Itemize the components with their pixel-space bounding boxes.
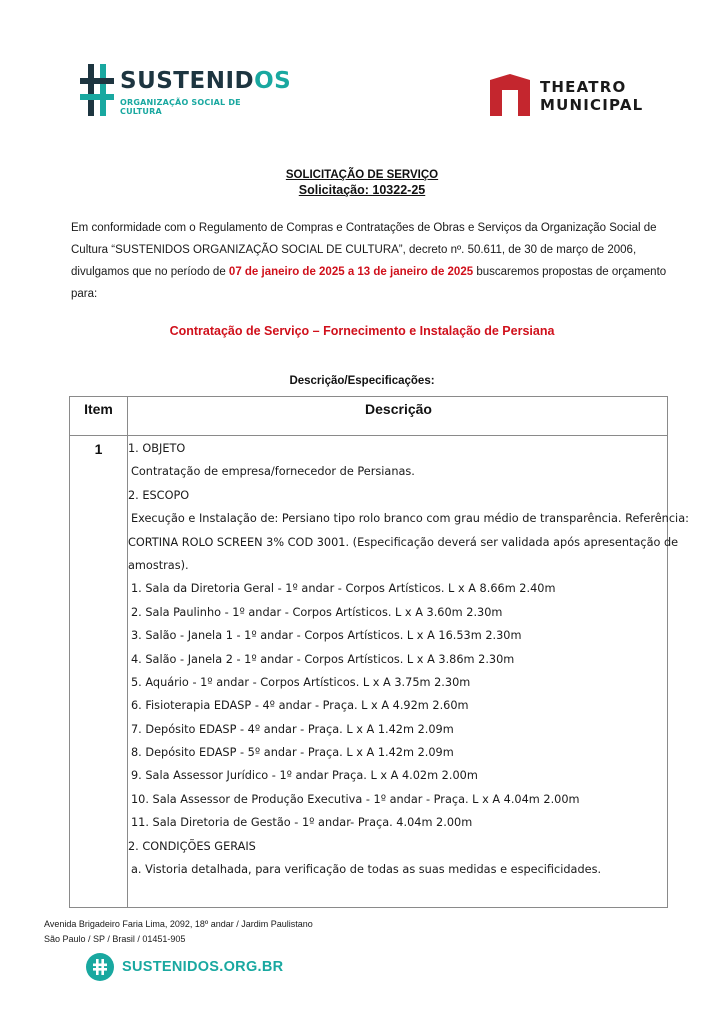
- table-header-description: Descrição: [365, 401, 432, 417]
- service-title: Contratação de Serviço – Fornecimento e Instalação de Persiana: [169, 324, 555, 338]
- description-line: 3. Salão - Janela 1 - 1º andar - Corpos Artísticos. L x A 16.53m 2.30m: [131, 629, 522, 643]
- specifications-heading: Descrição/Especificações:: [289, 375, 435, 387]
- sustenidos-tagline: ORGANIZAÇÃO SOCIAL DE CULTURA: [120, 98, 241, 116]
- description-line: 2. CONDIÇÕES GERAIS: [128, 839, 256, 853]
- footer-address-line-1: Avenida Brigadeiro Faria Lima, 2092, 18º andar / Jardim Paulistano: [44, 919, 313, 929]
- description-line: 5. Aquário - 1º andar - Corpos Artísticos. L x A 3.75m 2.30m: [131, 675, 471, 689]
- footer-address-line-2: São Paulo / SP / Brasil / 01451-905: [44, 934, 186, 944]
- intro-text-2: buscaremos propostas de orçamento para:: [71, 266, 667, 300]
- description-line: 2. Sala Paulinho - 1º andar - Corpos Artísticos. L x A 3.60m 2.30m: [131, 605, 503, 619]
- description-line: CORTINA ROLO SCREEN 3% COD 3001. (Especificação deverá ser validada após apresentação de: [128, 535, 679, 549]
- description-line: 4. Salão - Janela 2 - 1º andar - Corpos Artísticos. L x A 3.86m 2.30m: [131, 652, 515, 666]
- description-line: amostras).: [128, 558, 189, 572]
- theatro-municipal-logo: [488, 74, 658, 118]
- document-title: SOLICITAÇÃO DE SERVIÇO: [285, 169, 439, 181]
- sustenidos-wordmark: SUSTENIDOS: [120, 68, 292, 94]
- description-line: 7. Depósito EDASP - 4º andar - Praça. L x A 1.42m 2.09m: [131, 722, 454, 736]
- municipal-word: MUNICIPAL: [540, 96, 644, 114]
- description-line: a. Vistoria detalhada, para verificação de todas as suas medidas e especificidades.: [131, 863, 602, 877]
- table-row-divider: [70, 435, 667, 436]
- theatro-arch-icon: [488, 74, 532, 116]
- description-line: 6. Fisioterapia EDASP - 4º andar - Praça. L x A 4.92m 2.60m: [131, 699, 469, 713]
- table-description-cell: [128, 437, 689, 881]
- theatro-word: THEATRO: [540, 78, 627, 96]
- description-line: 8. Depósito EDASP - 5º andar - Praça. L x A 1.42m 2.09m: [131, 746, 454, 760]
- hashtag-logo-icon: [80, 64, 114, 116]
- table-row-number: 1: [94, 441, 103, 457]
- description-line: 1. Sala da Diretoria Geral - 1º andar - Corpos Artísticos. L x A 8.66m 2.40m: [131, 582, 556, 596]
- description-line: Contratação de empresa/fornecedor de Persianas.: [131, 465, 415, 479]
- request-number: Solicitação: 10322-25: [298, 183, 426, 197]
- description-line: 9. Sala Assessor Jurídico - 1º andar Praça. L x A 4.02m 2.00m: [131, 769, 478, 783]
- intro-paragraph: [71, 217, 671, 305]
- description-line: 10. Sala Assessor de Produção Executiva - 1º andar - Praça. L x A 4.04m 2.00m: [131, 792, 580, 806]
- description-line: 1. OBJETO: [128, 442, 186, 455]
- description-line: 11. Sala Diretoria de Gestão - 1º andar- Praça. 4.04m 2.00m: [131, 816, 473, 830]
- hashtag-badge-icon: [86, 953, 114, 981]
- description-line: Execução e Instalação de: Persiano tipo rolo branco com grau médio de transparência. Referência:: [131, 512, 689, 526]
- intro-text-1: Em conformidade com o Regulamento de Compras e Contratações de Obras e Serviços da Organização Social de Cultura “SUSTENIDOS ORGANIZAÇÃO SOCIAL DE CULTURA”, decreto nº. 50.611, de 30 de março de 2006, divulgamos que no período de: [71, 222, 657, 278]
- sustenidos-logo: [80, 64, 292, 120]
- intro-period-highlight: 07 de janeiro de 2025 a 13 de janeiro de 2025: [228, 266, 474, 278]
- website-link[interactable]: SUSTENIDOS.ORG.BR: [122, 959, 284, 975]
- table-header-item: Item: [84, 401, 113, 417]
- description-line: 2. ESCOPO: [128, 488, 190, 502]
